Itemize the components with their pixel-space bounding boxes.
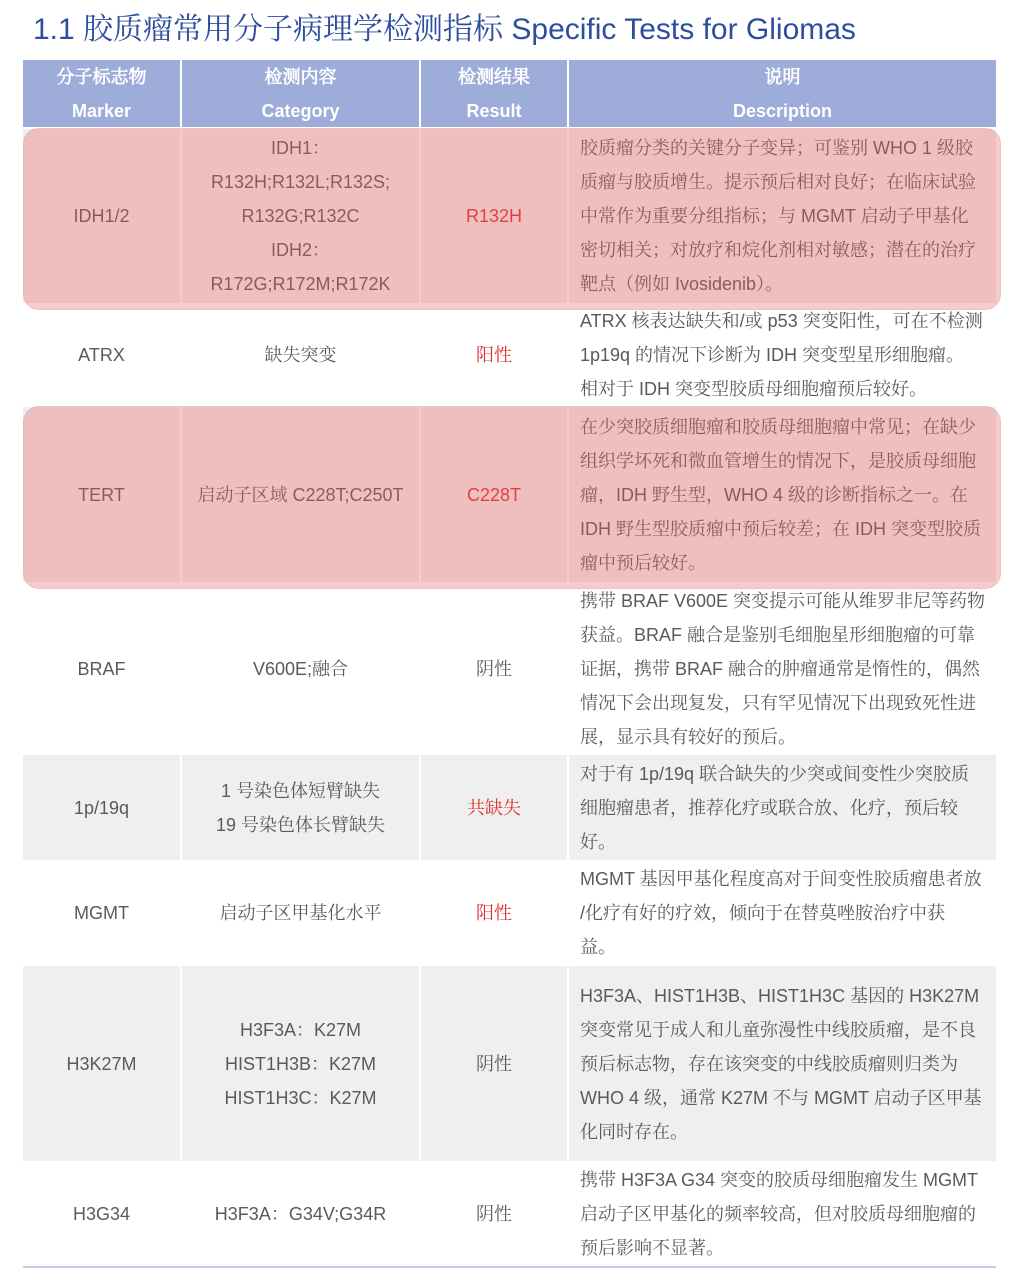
description-line: 突变常见于成人和儿童弥漫性中线胶质瘤，是不良 [580, 1019, 976, 1040]
description-line: 情况下会出现复发，只有罕见情况下出现致死性进 [580, 692, 976, 713]
marker-cell [23, 1163, 180, 1265]
description-line: 相对于 IDH 突变型胶质母细胞瘤预后较好。 [580, 379, 927, 399]
description-line: 瘤，IDH 野生型，WHO 4 级的诊断指标之一。在 [580, 484, 969, 505]
category-line: H3F3A：K27M [239, 1019, 362, 1040]
header-label-zh: 检测结果 [458, 66, 530, 87]
result-value: 共缺失 [467, 797, 521, 818]
result-value: C228T [466, 484, 522, 505]
description-cell [569, 755, 996, 860]
category-line: 19 号染色体长臂缺失 [215, 814, 386, 835]
result-cell [421, 305, 567, 405]
description-line: 好。 [580, 831, 616, 852]
result-cell [421, 129, 567, 303]
description-line: 证据，携带 BRAF 融合的肿瘤通常是惰性的，偶然 [580, 658, 981, 679]
description-line: 细胞瘤患者，推荐化疗或联合放、化疗，预后较 [580, 797, 958, 818]
description-cell [569, 584, 996, 753]
description-line: 获益。BRAF 融合是鉴别毛细胞星形细胞瘤的可靠 [580, 624, 976, 645]
marker-label: 1p/19q [73, 797, 130, 818]
molecular-markers-table [23, 60, 996, 1265]
category-line: R172G;R172M;R172K [210, 274, 391, 294]
category-line: HIST1H3C：K27M [224, 1087, 377, 1108]
description-line: MGMT 基因甲基化程度高对于间变性胶质瘤患者放 [580, 869, 982, 889]
description-line: IDH 野生型胶质瘤中预后较差；在 IDH 突变型胶质 [580, 518, 981, 539]
header-label-zh: 检测内容 [264, 66, 337, 87]
category-line: IDH2： [270, 240, 330, 260]
category-cell [182, 407, 419, 582]
description-line: 密切相关；对放疗和烷化剂相对敏感；潜在的治疗 [580, 240, 976, 260]
description-line: 预后影响不显著。 [580, 1238, 724, 1258]
result-value: 阴性 [476, 1204, 512, 1224]
result-value: 阴性 [476, 1053, 512, 1074]
result-value: 阴性 [476, 658, 512, 679]
result-cell [421, 966, 567, 1161]
description-line: 在少突胶质细胞瘤和胶质母细胞瘤中常见；在缺少 [580, 416, 976, 437]
description-line: 启动子区甲基化的频率较高，但对胶质母细胞瘤的 [580, 1204, 976, 1224]
marker-label: H3G34 [72, 1204, 131, 1224]
category-cell [182, 584, 419, 753]
description-line: 携带 BRAF V600E 突变提示可能从维罗非尼等药物 [580, 590, 986, 611]
description-line: 1p19q 的情况下诊断为 IDH 突变型星形细胞瘤。 [580, 345, 965, 365]
marker-label: BRAF [77, 658, 126, 679]
description-line: 质瘤与胶质增生。提示预后相对良好；在临床试验 [580, 172, 976, 192]
description-cell [569, 129, 996, 303]
marker-label: H3K27M [66, 1053, 137, 1074]
category-line: R132H;R132L;R132S; [210, 172, 391, 192]
page-title: 1.1 胶质瘤常用分子病理学检测指标 Specific Tests for Gliomas [33, 13, 856, 46]
header-label-en: Marker [71, 100, 132, 121]
description-line: /化疗有好的疗效，倾向于在替莫唑胺治疗中获 [580, 903, 945, 923]
description-cell [569, 1163, 996, 1265]
header-cell-category [182, 60, 419, 127]
result-value: 阳性 [476, 903, 512, 923]
description-line: 预后标志物，存在该突变的中线胶质瘤则归类为 [580, 1053, 958, 1074]
description-line: H3F3A、HIST1H3B、HIST1H3C 基因的 H3K27M [580, 985, 980, 1006]
category-line: H3F3A：G34V;G34R [214, 1204, 387, 1224]
category-line: 启动子区域 C228T;C250T [197, 484, 404, 505]
marker-label: MGMT [74, 903, 129, 923]
header-label-en: Category [261, 100, 340, 121]
description-line: 组织学坏死和微血管增生的情况下，是胶质母细胞 [580, 450, 976, 471]
category-cell [182, 862, 419, 964]
marker-cell [23, 755, 180, 860]
category-cell [182, 129, 419, 303]
result-value: R132H [465, 206, 523, 226]
category-line: R132G;R132C [241, 206, 360, 226]
header-cell-description [569, 60, 996, 127]
description-cell [569, 862, 996, 964]
header-label-en: Result [466, 100, 522, 121]
description-line: 中常作为重要分组指标；与 MGMT 启动子甲基化 [580, 206, 969, 226]
header-label-zh: 说明 [764, 66, 801, 87]
header-cell-marker [23, 60, 180, 127]
result-cell [421, 862, 567, 964]
result-value: 阳性 [476, 345, 512, 365]
category-line: V600E;融合 [252, 658, 349, 679]
marker-cell [23, 129, 180, 303]
description-line: ATRX 核表达缺失和/或 p53 突变阳性，可在不检测 [580, 311, 983, 331]
category-line: 缺失突变 [264, 345, 337, 365]
marker-label: ATRX [78, 345, 125, 365]
header-cell-result [421, 60, 567, 127]
table-bottom-rule [23, 1266, 996, 1268]
description-cell [569, 966, 996, 1161]
description-cell [569, 407, 996, 582]
category-line: HIST1H3B：K27M [224, 1053, 377, 1074]
description-line: 对于有 1p/19q 联合缺失的少突或间变性少突胶质 [580, 763, 970, 784]
header-label-en: Description [732, 100, 833, 121]
marker-label: TERT [78, 484, 125, 505]
description-line: 携带 H3F3A G34 突变的胶质母细胞瘤发生 MGMT [580, 1170, 979, 1190]
description-line: 胶质瘤分类的关键分子变异；可鉴别 WHO 1 级胶 [580, 138, 974, 158]
category-cell [182, 755, 419, 860]
result-cell [421, 755, 567, 860]
description-line: 益。 [580, 937, 616, 957]
marker-label: IDH1/2 [73, 206, 130, 226]
description-line: 瘤中预后较好。 [580, 552, 706, 573]
category-cell [182, 966, 419, 1161]
category-line: IDH1： [270, 138, 330, 158]
description-cell [569, 305, 996, 405]
description-line: 展，显示具有较好的预后。 [580, 726, 796, 747]
category-line: 启动子区甲基化水平 [219, 903, 382, 923]
marker-cell [23, 407, 180, 582]
marker-cell [23, 305, 180, 405]
result-cell [421, 584, 567, 753]
category-cell [182, 305, 419, 405]
result-cell [421, 1163, 567, 1265]
description-line: 靶点（例如 Ivosidenib）。 [580, 274, 784, 294]
category-line: 1 号染色体短臂缺失 [220, 780, 380, 801]
marker-cell [23, 966, 180, 1161]
marker-cell [23, 584, 180, 753]
description-line: 化同时存在。 [580, 1121, 688, 1142]
result-cell [421, 407, 567, 582]
marker-cell [23, 862, 180, 964]
header-label-zh: 分子标志物 [56, 66, 147, 87]
category-cell [182, 1163, 419, 1265]
description-line: WHO 4 级，通常 K27M 不与 MGMT 启动子区甲基 [580, 1087, 982, 1108]
